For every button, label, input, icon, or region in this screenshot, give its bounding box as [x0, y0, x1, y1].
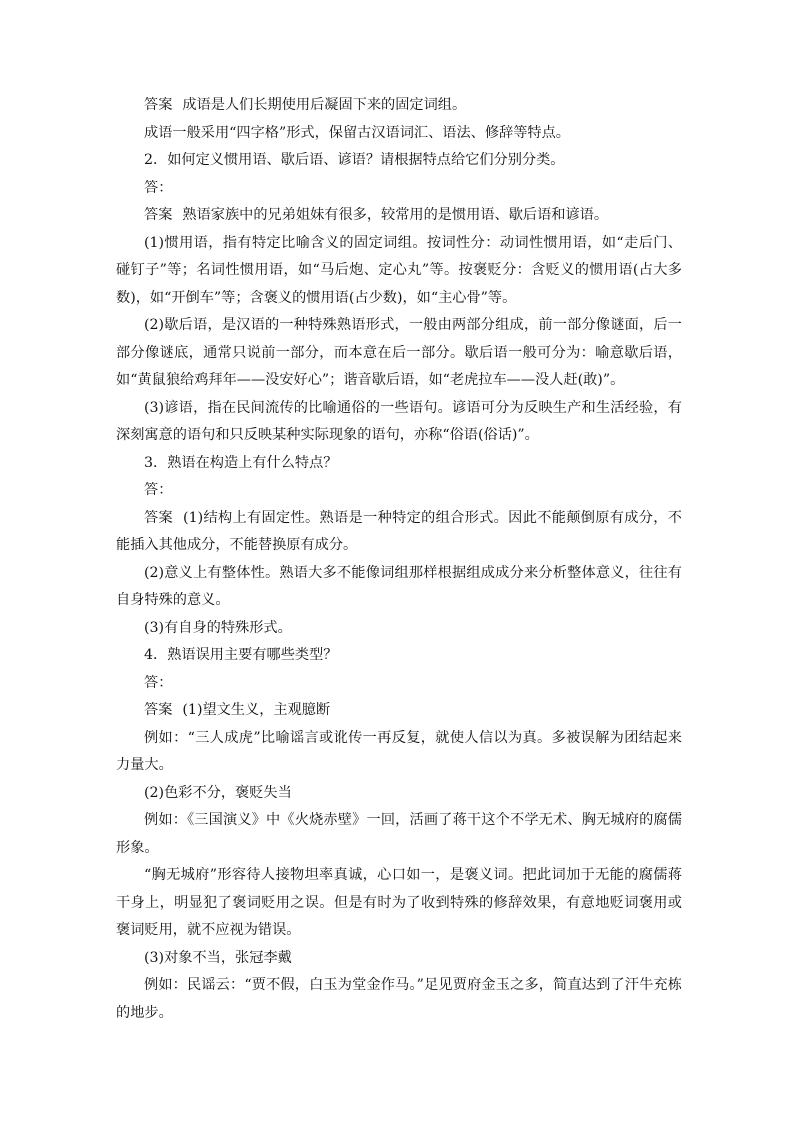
answer-label: 答案 — [144, 207, 173, 223]
question-4: 4．熟语误用主要有哪些类型？ — [144, 647, 338, 663]
question-2: 2．如何定义惯用语、歇后语、谚语？请根据特点给它们分别分类。 — [144, 152, 565, 168]
example-paragraph: 例如：“三人成虎”比喻谣言或讹传一再反复，就使人信以为真。多被误解为团结起来力量大。 — [116, 729, 682, 773]
body-paragraph: (2)歇后语，是汉语的一种特殊熟语形式，一般由两部分组成，前一部分像谜面，后一部分像谜底，通常只说前一部分，而本意在后一部分。歇后语一般可分为：喻意歇后语，如“黄鼠狼给鸡拜年——没安好心”；谐音歇后语，如“老虎拉车——没人赶(敢)”。 — [116, 317, 682, 388]
body-paragraph: (3)有自身的特殊形式。 — [144, 619, 292, 636]
body-paragraph: “胸无城府”形容待人接物坦率真诚，心口如一，是褒义词。把此词加于无能的腐儒蒋干身上，明显犯了褒词贬用之误。但是有时为了收到特殊的修辞效果，有意地贬词褒用或褒词贬用，就不应视为错误。 — [116, 867, 682, 938]
answer-text: (1)结构上有固定性。熟语是一种特定的组合形式。因此不能颠倒原有成分，不能插入其他成分，不能替换原有成分。 — [116, 509, 682, 553]
answer-prompt: 答： — [144, 179, 173, 196]
answer-label: 答案 — [144, 97, 173, 113]
answer-prompt: 答： — [144, 674, 173, 691]
answer-text: (1)望文生义，主观臆断 — [182, 702, 331, 718]
answer-paragraph — [116, 202, 682, 230]
body-paragraph: (2)色彩不分，褒贬失当 — [144, 784, 292, 801]
body-paragraph: (2)意义上有整体性。熟语大多不能像词组那样根据组成成分来分析整体意义，往往有自身特殊的意义。 — [116, 564, 682, 608]
answer-text: 成语是人们长期使用后凝固下来的固定词组。 — [182, 97, 467, 113]
answer-label: 答案 — [144, 702, 173, 718]
answer-paragraph — [116, 505, 682, 560]
example-paragraph: 例如：民谣云：“贾不假，白玉为堂金作马。”足见贾府金玉之多，简直达到了汗牛充栋的地步。 — [116, 977, 682, 1021]
example-paragraph: 例如：《三国演义》中《火烧赤壁》一回，活画了蒋干这个不学无术、胸无城府的腐儒形象。 — [116, 812, 682, 856]
body-paragraph: 成语一般采用“四字格”形式，保留古汉语词汇、语法、修辞等特点。 — [144, 124, 570, 141]
body-paragraph: (1)惯用语，指有特定比喻含义的固定词组。按词性分：动词性惯用语，如“走后门、碰钉子”等；名词性惯用语，如“马后炮、定心丸”等。按褒贬分：含贬义的惯用语(占大多数)，如“开倒车”等；含褒义的惯用语(占少数)，如“主心骨”等。 — [116, 234, 682, 306]
body-paragraph: (3)对象不当，张冠李戴 — [144, 949, 292, 966]
question-3: 3．熟语在构造上有什么特点？ — [144, 454, 338, 471]
answer-paragraph — [116, 92, 682, 120]
answer-prompt: 答： — [144, 482, 173, 498]
answer-paragraph — [116, 697, 682, 725]
body-paragraph: (3)谚语，指在民间流传的比喻通俗的一些语句。谚语可分为反映生产和生活经验，有深刻寓意的语句和只反映某种实际现象的语句，亦称“俗语(俗话)”。 — [116, 399, 682, 443]
answer-text: 熟语家族中的兄弟姐妹有很多，较常用的是惯用语、歇后语和谚语。 — [182, 207, 609, 223]
answer-label: 答案 — [144, 509, 174, 526]
document-body — [116, 92, 682, 1027]
